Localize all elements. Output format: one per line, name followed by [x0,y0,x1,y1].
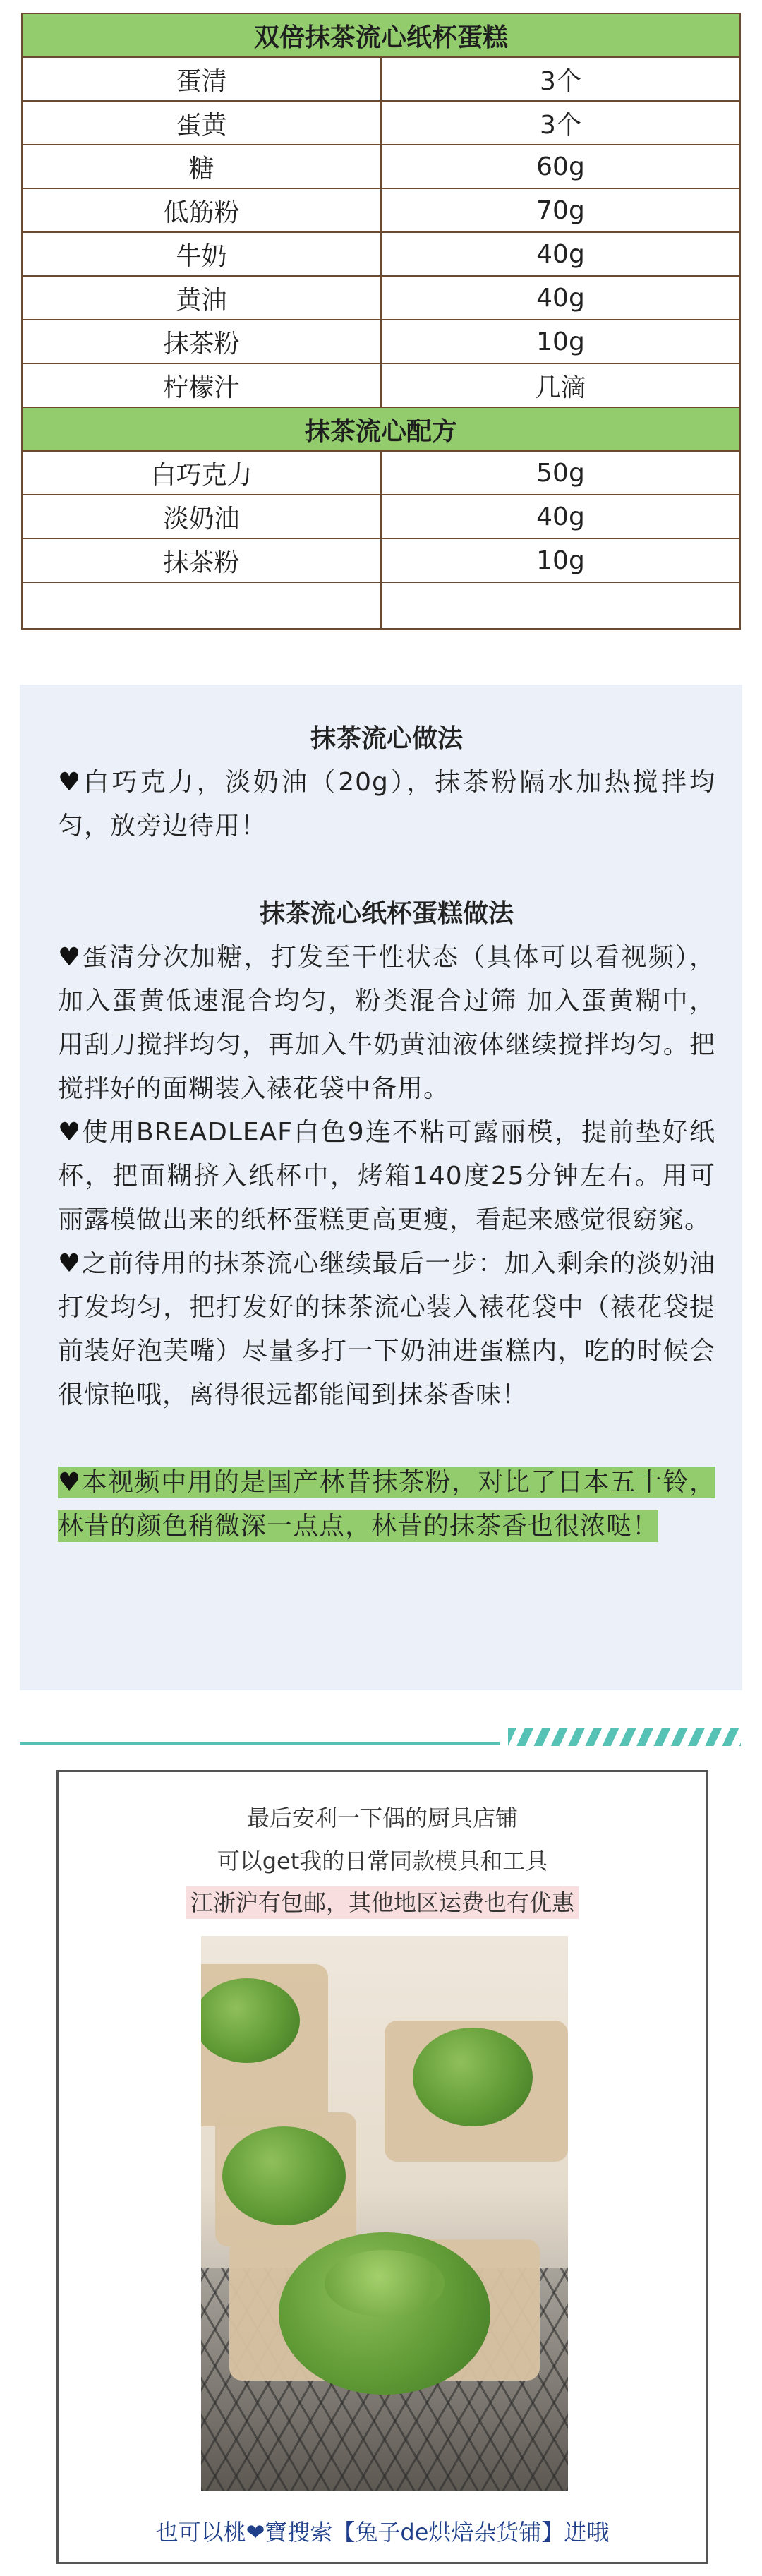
ingredient-name: 淡奶油 [22,495,381,538]
filling-title: 抹茶流心配方 [22,407,740,451]
ingredient-amount: 3个 [381,101,740,145]
shop-line-3 [59,1885,706,1918]
empty-row [22,582,740,629]
shop-line-1: 最后安利一下偶的厨具店铺 [246,1805,518,1831]
ingredient-name: 蛋黄 [22,101,381,145]
step-text: 使用BREADLEAF白色9连不粘可露丽模，提前垫好纸杯，把面糊挤入纸杯中，烤箱140度25分钟左右。用可丽露模做出来的纸杯蛋糕更高更瘦，看起来感觉很窈窕。 [58,1118,715,1234]
filling-step-text: 白巧克力，淡奶油（20g），抹茶粉隔水加热搅拌均匀，放旁边待用！ [58,768,715,841]
ingredient-amount: 10g [381,538,740,582]
table-row [22,495,740,538]
method-box [20,685,742,1690]
ingredient-amount: 40g [381,232,740,276]
recipe-table [21,13,741,630]
step-text: 蛋清分次加糖，打发至干性状态（具体可以看视频），加入蛋黄低速混合均匀，粉类混合过筛 加入蛋黄糊中，用刮刀搅拌均匀，再加入牛奶黄油液体继续搅拌均匀。把搅拌好的面糊装入裱花袋中备用。 [58,943,715,1103]
table-row [22,101,740,145]
shipping-highlight: 江浙沪有包邮，其他地区运费也有优惠 [186,1886,579,1919]
ingredient-name: 抹茶粉 [22,320,381,363]
ingredient-name: 低筋粉 [22,188,381,232]
note-paragraph [58,1461,715,1548]
ingredient-amount: 几滴 [381,363,740,407]
table-row [22,320,740,363]
cupcake-photo [201,1936,568,2491]
empty-cell [381,582,740,629]
cupcake-shape [413,2028,533,2126]
divider-line [20,1742,500,1745]
cake-method-step [58,1242,715,1417]
heart-icon: ♥ [58,768,84,797]
heart-icon: ♥ [58,1468,82,1497]
empty-cell [22,582,381,629]
cake-method-step [58,936,715,1111]
note-highlight [58,1467,715,1542]
ingredient-name: 白巧克力 [22,451,381,495]
note-text: 本视频中用的是国产林昔抹茶粉，对比了日本五十铃，林昔的颜色稍微深一点点，林昔的抹茶香也很浓哒！ [58,1468,715,1541]
table-row [22,188,740,232]
ingredient-amount: 50g [381,451,740,495]
filling-method-step [58,761,715,848]
table-row [22,145,740,188]
heart-icon: ♥ [58,943,83,972]
ingredient-name: 牛奶 [22,232,381,276]
ingredient-amount: 70g [381,188,740,232]
table-row [22,451,740,495]
cake-method-heading: 抹茶流心纸杯蛋糕做法 [259,899,514,928]
ingredient-amount: 40g [381,495,740,538]
table-row [22,57,740,101]
cupcake-shape [222,2126,346,2225]
ingredient-name: 糖 [22,145,381,188]
recipe-title: 双倍抹茶流心纸杯蛋糕 [22,13,740,57]
ingredient-name: 抹茶粉 [22,538,381,582]
filling-method-heading: 抹茶流心做法 [310,724,463,753]
ingredient-amount: 3个 [381,57,740,101]
heart-icon: ♥ [58,1249,82,1278]
shop-line-2: 可以get我的日常同款模具和工具 [217,1848,548,1874]
ingredient-name: 柠檬汁 [22,363,381,407]
step-text: 之前待用的抹茶流心继续最后一步：加入剩余的淡奶油打发均匀，把打发好的抹茶流心装入裱花袋中（裱花袋提前装好泡芙嘴）尽量多打一下奶油进蛋糕内，吃的时候会很惊艳哦，离得很远都能闻到抹茶香味！ [58,1249,715,1409]
table-row [22,232,740,276]
shop-footer: 也可以桃❤寶搜索【兔子de烘焙杂货铺】进哦 [155,2519,610,2546]
heart-icon: ♥ [58,1118,83,1147]
ingredient-amount: 40g [381,276,740,320]
ingredient-name: 蛋清 [22,57,381,101]
table-row [22,538,740,582]
divider-stripes [508,1728,741,1746]
table-row [22,363,740,407]
ingredient-name: 黄油 [22,276,381,320]
cream-shape [325,2250,445,2317]
shop-card [56,1770,708,2564]
ingredient-amount: 60g [381,145,740,188]
ingredient-amount: 10g [381,320,740,363]
cake-method-step [58,1111,715,1242]
table-row [22,276,740,320]
